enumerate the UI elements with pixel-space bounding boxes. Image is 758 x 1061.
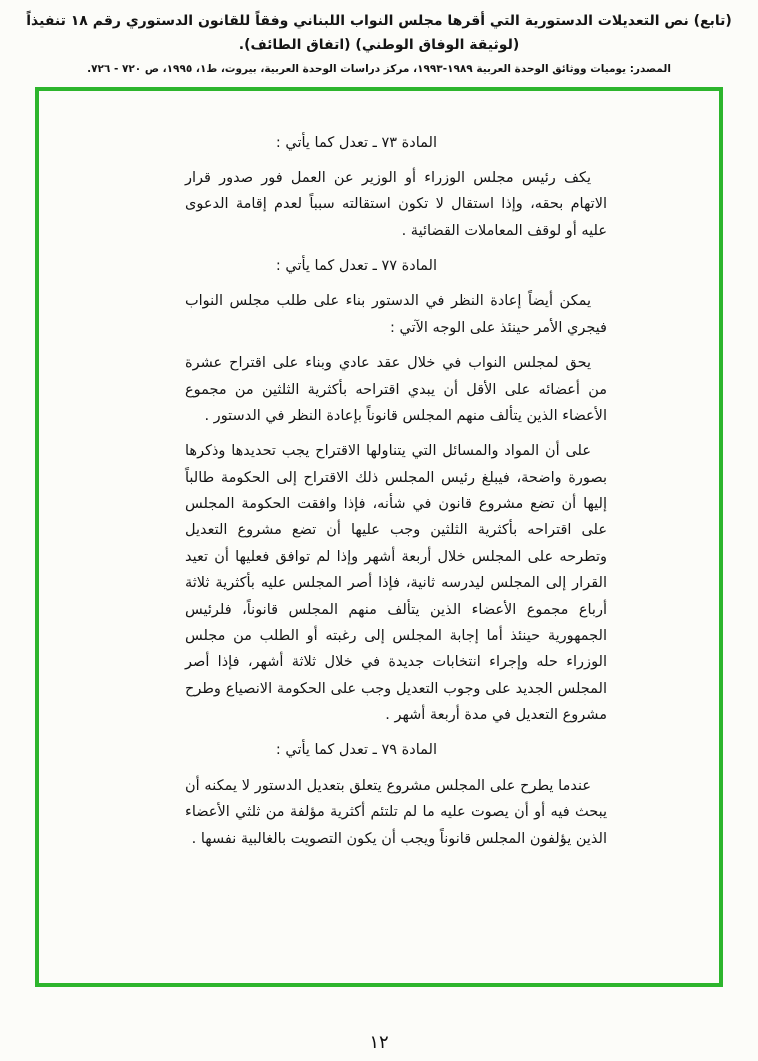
article-77-paragraph-3: على أن المواد والمسائل التي يتناولها الاقتراح يجب تحديدها وذكرها بصورة واضحة، فيبلغ رئيس المجلس ذلك الاقتراح إلى الحكومة طالباً إليها أن تضع مشروع قانون في شأنه، فإذا وافقت الحكومة المجلس على اقتراحه بأكثرية الثلثين وجب عليها أن تضع مشروع التعديل وتطرحه على المجلس خلال أربعة أشهر وإذا لم توافق فعليها أن تعيد القرار إلى المجلس ليدرسه ثانية، فإذا أصر المجلس عليه بأكثرية ثلاثة أرباع مجموع الأعضاء الذين يتألف منهم المجلس قانوناً، فلرئيس الجمهورية حينئذ أما إجابة المجلس إلى رغبته أو الطلب من مجلس الوزراء حله وإجراء انتخابات جديدة في خلال ثلاثة أشهر، فإذا أصر المجلس الجديد على وجوب التعديل وجب على الحكومة الانصياع وطرح مشروع التعديل في مدة أربعة أشهر . <box>185 443 607 724</box>
source-citation: المصدر: يوميات ووثائق الوحدة العربية ١٩٨٩-١٩٩٣، مركز دراسات الوحدة العربية، بيروت، ط١، ١٩٩٥، ص ٧٢٠ - ٧٢٦. <box>87 62 671 75</box>
green-border-content-box <box>35 87 723 987</box>
article-77-heading: المادة ٧٧ ـ تعدل كما يأتي : <box>275 258 437 275</box>
article-79-heading: المادة ٧٩ ـ تعدل كما يأتي : <box>275 742 437 759</box>
article-73-heading: المادة ٧٣ ـ تعدل كما يأتي : <box>275 134 437 151</box>
article-79-paragraph: عندما يطرح على المجلس مشروع يتعلق بتعديل الدستور لا يمكنه أن يبحث فيه أو أن يصوت عليه ما لم تلتئم أكثرية مؤلفة من ثلثي الأعضاء الذين يؤلفون المجلس قانوناً ويجب أن يكون التصويت بالغالبية نفسها . <box>185 777 607 847</box>
page-number: ١٢ <box>369 1032 389 1053</box>
document-title: (تابع) نص التعديلات الدستورية التي أقرها مجلس النواب اللبناني وفقاً للقانون الدستوري رقم ١٨ تنفيذاً (لوثيقة الوفاق الوطني) (اتفاق الطائف). <box>26 13 732 53</box>
article-73-paragraph: يكف رئيس مجلس الوزراء أو الوزير عن العمل فور صدور قرار الاتهام بحقه، وإذا استقال لا تكون استقالته سبباً لعدم إقامة الدعوى عليه أو لوقف المعاملات القضائية . <box>185 169 607 239</box>
document-header <box>0 0 758 75</box>
article-77-paragraph-1: يمكن أيضاً إعادة النظر في الدستور بناء على طلب مجلس النواب فيجري الأمر حينئذ على الوجه الآتي : <box>185 293 607 336</box>
article-77-paragraph-2: يحق لمجلس النواب في خلال عقد عادي وبناء على اقتراح عشرة من أعضائه على الأقل أن يبدي اقتراحه بأكثرية الثلثين من مجموع الأعضاء الذين يتألف منهم المجلس قانوناً بإعادة النظر في الدستور . <box>185 355 607 424</box>
